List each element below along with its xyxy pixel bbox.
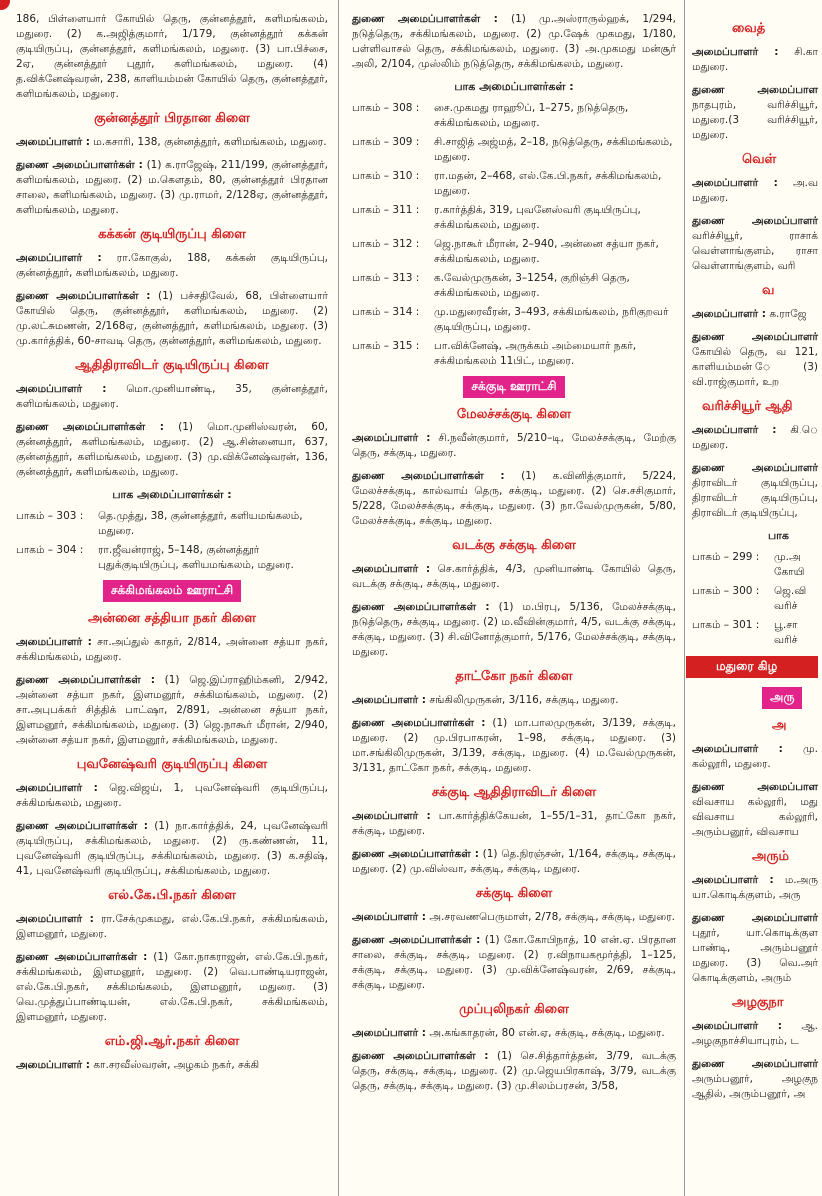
deputy-organizers: துணை அமைப்பாள நாதபுரம், வரிச்சியூர், மதுரை.(3 வரிச்சியூர், மதுரை.: [692, 84, 818, 141]
organizer: அமைப்பாளர் : கி.ெ மதுரை.: [692, 424, 819, 451]
organizer: அமைப்பாளர் : ஜெ.விஜய், 1, புவனேஷ்வரி குடியிருப்பு, சக்கிமங்கலம், மதுரை.: [16, 782, 328, 809]
branch-title: வடக்கு சக்குடி கிளை: [452, 538, 576, 553]
panchayat-banner: சக்கிமங்கலம் ஊராட்சி: [16, 579, 328, 602]
branch-title: வெள்: [742, 152, 777, 167]
branch-title: எல்.கே.பி.நகர் கிளை: [108, 888, 236, 903]
deputy-organizers: துணை அமைப்பாளர்கள் : (1) பச்சதிவேல், 68, பிள்ளையார் கோயில் தெரு, குன்னத்தூர், களிமங்கலம், மதுரை. (2) மு.லட்சுமணன், 2/168ஏ, குன்னத்தூர், களிமங்கலம், மதுரை. (3) மு.கார்த்திக், 60-சாவடி தெரு, குன்னத்தூர், களிமங்கலம், மதுரை.: [16, 290, 329, 347]
organizer: அமைப்பாளர் : அ.சரவணபெருமாள், 2/78, சக்குடி, சக்குடி, மதுரை.: [352, 911, 675, 923]
branch-title: அ: [772, 718, 787, 733]
deputy-organizers: துணை அமைப்பாளர்கள் : (1) மா.பாலமுருகன், 3/139, சக்குடி, மதுரை. (2) மு.பிரபாகரன், 1–98, சக்குடி, மதுரை. (3) மா.சங்கிலிமுருகன், 3/139, சக்குடி, மதுரை. (4) ம.வேல்முருகன், 3/131, தாட்கோ நகர், சக்குடி, மதுரை.: [352, 717, 676, 774]
organizer: அமைப்பாளர் : க.ராஜே: [692, 308, 807, 320]
bagam-row: பாகம் – 300 : ஜெ.வி வரிச்: [692, 585, 807, 612]
branch-title: தாட்கோ நகர் கிளை: [455, 669, 573, 684]
bagam-heading: பாக: [768, 529, 789, 542]
deputy-organizers: துணை அமைப்பாளர் அரும்பனூர், அழகுந ஆதில், அரும்பனூர், அ: [692, 1058, 818, 1100]
organizer: அமைப்பாளர் : சி.நவீன்குமார், 5/210–டி, மேலச்சக்குடி, மேற்கு தெரு, சக்குடி, மதுரை.: [352, 432, 676, 459]
bagam-row: பாகம் – 315 : பா.விக்னேஷ், அருக்கம் அம்மையார் நகர், சக்கிமங்கலம் 11பிட், மதுரை.: [352, 340, 637, 367]
branch-title: அரும்: [752, 849, 789, 864]
branch-title: அழகுநா: [732, 995, 784, 1010]
deputy-organizers: துணை அமைப்பாளர் திராவிடர் குடியிருப்பு, திராவிடர் குடியிருப்பு, திராவிடர் குடியிருப்பு,: [692, 462, 818, 519]
organizer: அமைப்பாளர் : அ.கங்காதரன், 80 என்.ஏ, சக்குடி, சக்குடி, மதுரை.: [352, 1027, 665, 1039]
bagam-row: பாகம் – 308 : சை.முகமது ராஹூப், 1–275, நடுத்தெரு, சக்கிமங்கலம், மதுரை.: [352, 102, 629, 129]
branch-title: சக்குடி ஆதிதிராவிடர் கிளை: [431, 785, 597, 800]
bagam-row: பாகம் – 312 : ஜெ.நாகூர் மீரான், 2–940, அன்னை சத்யா நகர், சக்கிமங்கலம், மதுரை.: [352, 238, 659, 265]
column-2: [346, 0, 680, 1196]
branch-title: ஆதிதிராவிடர் குடியிருப்பு கிளை: [75, 358, 269, 373]
bagam-row: பாகம் – 311 : ர.கார்த்திக், 319, புவனேஸ்வரி குடியிருப்பு, சக்கிமங்கலம், மதுரை.: [352, 204, 641, 231]
column-1: [10, 0, 332, 1196]
organizer: அமைப்பாளர் : ம.கசாரி, 138, குன்னத்தூர், களிமங்கலம், மதுரை.: [16, 136, 327, 148]
branch-title: சக்குடி கிளை: [475, 886, 553, 901]
organizer: அமைப்பாளர் : செ.கார்த்திக், 4/3, முனியாண்டி கோயில் தெரு, வடக்கு சக்குடி, சக்குடி, மதுரை.: [352, 563, 676, 590]
column-3-cropped: [692, 0, 822, 1196]
organizer: அமைப்பாளர் : கா.சரவீஸ்வரன், அழகம் நகர், சக்கி: [16, 1059, 260, 1071]
continued-text: 186, பிள்ளையார் கோயில் தெரு, குன்னத்தூர், களிமங்கலம், மதுரை. (2) க.அஜித்குமார், 1/179, குன்னத்தூர் கக்கன் குடியிருப்பு, குன்னத்தூர், களிமங்கலம், மதுரை. (3) பா.பிச்சை, 2ஏ, குன்னத்தூர் புதூர், களிமங்கலம், மதுரை. (4) த.விக்னேஷ்வரன், 238, காளியம்மன் கோயில் தெரு, குன்னத்தூர், களிமங்கலம், மதுரை.: [16, 13, 328, 100]
corner-emblem: [0, 0, 10, 10]
branch-title: மேலச்சக்குடி கிளை: [456, 407, 572, 422]
bagam-row: பாகம் – 314 : மு.மதுரைவீரன், 3–493, சக்கிமங்கலம், நரிகுறவர் குடியிருப்பு, மதுரை.: [352, 306, 669, 333]
branch-title: கக்கன் குடியிருப்பு கிளை: [98, 227, 246, 242]
deputy-organizers: துணை அமைப்பாளர்கள் : (1) நா.கார்த்திக், 24, புவனேஷ்வரி குடியிருப்பு, சக்கிமங்கலம், மதுரை. (2) ரு.கண்ணன், 11, புவனேஷ்வரி குடியிருப்பு, சக்கிமங்கலம், மதுரை. (3) க.சதிஷ், 41, புவனேஷ்வரி குடியிருப்பு, சக்கிமங்கலம், மதுரை.: [16, 820, 329, 877]
deputy-organizers: துணை அமைப்பாளர்கள் : (1) க.வினித்குமார், 5/224, மேலச்சக்குடி, கால்வாய் தெரு, சக்குடி, மதுரை. (2) செ.சசிகுமார், 5/228, மேலச்சக்குடி, சக்குடி, மதுரை. (3) நா.வேல்முருகன், 5/80, மேலச்சக்குடி, சக்குடி, மதுரை.: [352, 470, 677, 527]
bagam-heading: பாக அமைப்பாளர்கள் :: [454, 80, 574, 93]
deputy-organizers: துணை அமைப்பாளர்கள் : (1) மு.அஸ்ராருல்ஹக், 1/294, நடுத்தெரு, சக்கிமங்கலம், மதுரை. (2) மு.ஷேக் முகமது, 1/180, பள்ளிவாசல் தெரு, சக்கிமங்கலம், மதுரை. (3) அ.முகமது மன்சூர் அலி, 2/104, முஸ்லிம் நடுத்தெரு, சக்கிமங்கலம், மதுரை.: [352, 13, 677, 70]
branch-title: முப்புலிநகர் கிளை: [459, 1002, 569, 1017]
bagam-row: பாகம் – 303 : தெ.முத்து, 38, குன்னத்தூர், களியமங்கலம், மதுரை.: [16, 510, 303, 537]
panchayat-banner: அரு: [692, 686, 818, 709]
organizer: அமைப்பாளர் : பா.கார்த்திக்கேயன், 1–55/1–31, தாட்கோ நகர், சக்குடி, மதுரை.: [352, 810, 677, 837]
bagam-row: பாகம் – 299 : மு.அ கோயி: [692, 551, 805, 578]
deputy-organizers: துணை அமைப்பாளர்கள் : (1) ம.பிரபு, 5/136, மேலச்சக்குடி, நடுத்தெரு, சக்குடி, மதுரை. (2) ம.வீவின்குமார், 4/5, வடக்கு சக்குடி, சக்குடி, மதுரை. (3) சி.வினோத்குமார், 5/176, மேலச்சக்குடி, சக்குடி, மதுரை.: [352, 601, 676, 658]
bagam-row: பாகம் – 313 : க.வேல்முருகன், 3–1254, குறிஞ்சி தெரு, சக்கிமங்கலம், மதுரை.: [352, 272, 630, 299]
organizer: அமைப்பாளர் : சி.கா மதுரை.: [692, 46, 818, 73]
deputy-organizers: துணை அமைப்பாளர்கள் : (1) கோ.நாகராஜன், எல்.கே.பி.நகர், சக்கிமங்கலம், இளமனூர், மதுரை. (2) வெ.பாண்டியராஜன், எல்.கே.பி.நகர், சக்கிமங்கலம், இளமனூர், மதுரை. (3) வெ.முத்துப்பாண்டியன், எல்.கே.பி.நகர், சக்கிமங்கலம், இளமனூர், மதுரை.: [16, 951, 328, 1023]
column-divider: [338, 0, 339, 1196]
organizer: அமைப்பாளர் : ம.அரு யா.கொடிக்குளம், அரு: [692, 874, 819, 901]
deputy-organizers: துணை அமைப்பாளர்கள் : (1) தெ.நிரஞ்சன், 1/164, சக்குடி, சக்குடி, மதுரை. (2) மு.விஸ்வா, சக்குடி, சக்குடி, மதுரை.: [352, 848, 676, 875]
deputy-organizers: துணை அமைப்பாளர்கள் : (1) செ.சித்தார்த்தன், 3/79, வடக்கு தெரு, சக்குடி, சக்குடி, மதுரை. (2) மு.ஜெயபிரகாஷ், 3/79, வடக்கு தெரு, சக்குடி, சக்குடி, மதுரை. (3) மு.சிலம்பரசன், 3/58,: [352, 1050, 677, 1092]
union-banner: மதுரை கிழ: [686, 656, 818, 678]
bagam-row: பாகம் – 304 : ரா.ஜீவன்ராஜ், 5–148, குன்னத்தூர் புதுக்குடியிருப்பு, களியமங்கலம், மதுரை.: [16, 544, 294, 571]
bagam-row: பாகம் – 310 : ரா.மதன், 2–468, எல்.கே.பி.நகர், சக்கிமங்கலம், மதுரை.: [352, 170, 662, 197]
deputy-organizers: துணை அமைப்பாள விவசாய கல்லூரி, மது விவசாய கல்லூரி, அரும்பனூர், விவசாய: [692, 781, 818, 838]
organizer: அமைப்பாளர் : ஆ. அழகுநாச்சியாபுரம், ட: [692, 1020, 819, 1047]
column-divider: [684, 0, 685, 1196]
deputy-organizers: துணை அமைப்பாளர்கள் : (1) க.ராஜேஷ், 211/199, குன்னத்தூர், களிமங்கலம், மதுரை. (2) ம.கௌதம், 80, குன்னத்தூர் பிரதான சாலை, களிமங்கலம், மதுரை. (3) மு.ராமர், 2/128ஏ, குன்னத்தூர், களிமங்கலம், மதுரை.: [16, 159, 329, 216]
deputy-organizers: துணை அமைப்பாளர்கள் : (1) ஜெ.இப்ராஹிம்கனி, 2/942, அன்னை சத்யா நகர், இளமனூர், சக்கிமங்கலம், மதுரை. (2) சா.அபுபக்கர் சித்திக் பாட்ஷா, 2/891, அன்னை சத்யா நகர், இளமனூர், சக்கிமங்கலம், மதுரை. (3) ஜெ.நாகூர் மீரான், 2/940, அன்னை சத்யா நகர், இளமனூர், சக்கிமங்கலம், மதுரை.: [16, 674, 328, 746]
branch-title: வ: [762, 283, 775, 298]
panchayat-banner: சக்குடி ஊராட்சி: [352, 375, 676, 398]
deputy-organizers: துணை அமைப்பாளர்கள் : (1) கோ.கோபிநாத், 10 என்.ஏ. பிரதான சாலை, சக்குடி, சக்குடி, மதுரை. (2) ர.விநாயகமூர்த்தி, 1–125, சக்குடி, சக்குடி, மதுரை. (3) மு.விக்னேஷ்வரன், 2/69, சக்குடி, சக்குடி, மதுரை.: [352, 934, 676, 991]
organizer: அமைப்பாளர் : அ.வ மதுரை.: [692, 177, 819, 204]
deputy-organizers: துணை அமைப்பாளர் புதூர், யா.கொடிக்குள பாண்டி, அரும்பனூர் மதுரை. (3) வெ.அர் கொடிக்குளம், அரும்: [692, 912, 818, 984]
bagam-row: பாகம் – 309 : சி.சாஜித் அஜ்மத், 2–18, நடுத்தெரு, சக்கிமங்கலம், மதுரை.: [352, 136, 673, 163]
organizer: அமைப்பாளர் : ரா.கோகுல், 188, கக்கன் குடியிருப்பு, குன்னத்தூர், களிமங்கலம், மதுரை.: [16, 252, 328, 279]
branch-title: புவனேஷ்வரி குடியிருப்பு கிளை: [76, 757, 268, 772]
branch-title: குன்னத்தூர் பிரதான கிளை: [94, 111, 250, 126]
deputy-organizers: துணை அமைப்பாளர் வரிச்சியூர், ராசாக் வெள்ளாங்குளம், ராசா வெள்ளாங்குளம், வரி: [692, 215, 818, 272]
branch-title: வரிச்சியூர் ஆதி: [702, 399, 793, 414]
bagam-heading: பாக அமைப்பாளர்கள் :: [112, 488, 232, 501]
organizer: அமைப்பாளர் : சங்கிலிமுருகன், 3/116, சக்குடி, மதுரை.: [352, 694, 619, 706]
branch-title: வைத்: [732, 21, 766, 36]
bagam-row: பாகம் – 301 : பூ.சா வரிச்: [692, 619, 798, 646]
deputy-organizers: துணை அமைப்பாளர்கள் : (1) மொ.முனிஸ்வரன், 60, குன்னத்தூர், களிமங்கலம், மதுரை. (2) ஆ.சின்னையா, 637, குன்னத்தூர், களிமங்கலம், மதுரை. (3) மு.விக்னேஷ்வரன், 136, குன்னத்தூர், களிமங்கலம், மதுரை.: [16, 421, 329, 478]
organizer: அமைப்பாளர் : மொ.முனியாண்டி, 35, குன்னத்தூர், களிமங்கலம், மதுரை.: [16, 383, 329, 410]
organizer: அமைப்பாளர் : சா.அப்துல் காதர், 2/814, அன்னை சத்யா நகர், சக்கிமங்கலம், மதுரை.: [16, 636, 329, 663]
branch-title: எம்.ஜி.ஆர்.நகர் கிளை: [104, 1034, 240, 1049]
organizer: அமைப்பாளர் : ரா.சேக்முகமது, எல்.கே.பி.நகர், சக்கிமங்கலம், இளமனூர், மதுரை.: [16, 913, 329, 940]
organizer: அமைப்பாளர் : மு. கல்லூரி, மதுரை.: [692, 743, 819, 770]
branch-title: அன்னை சத்தியா நகர் கிளை: [88, 611, 256, 626]
deputy-organizers: துணை அமைப்பாளர் கோயில் தெரு, வ 121, காளியம்மன் ே (3) வி.ராஜ்குமார், உற: [692, 331, 818, 388]
